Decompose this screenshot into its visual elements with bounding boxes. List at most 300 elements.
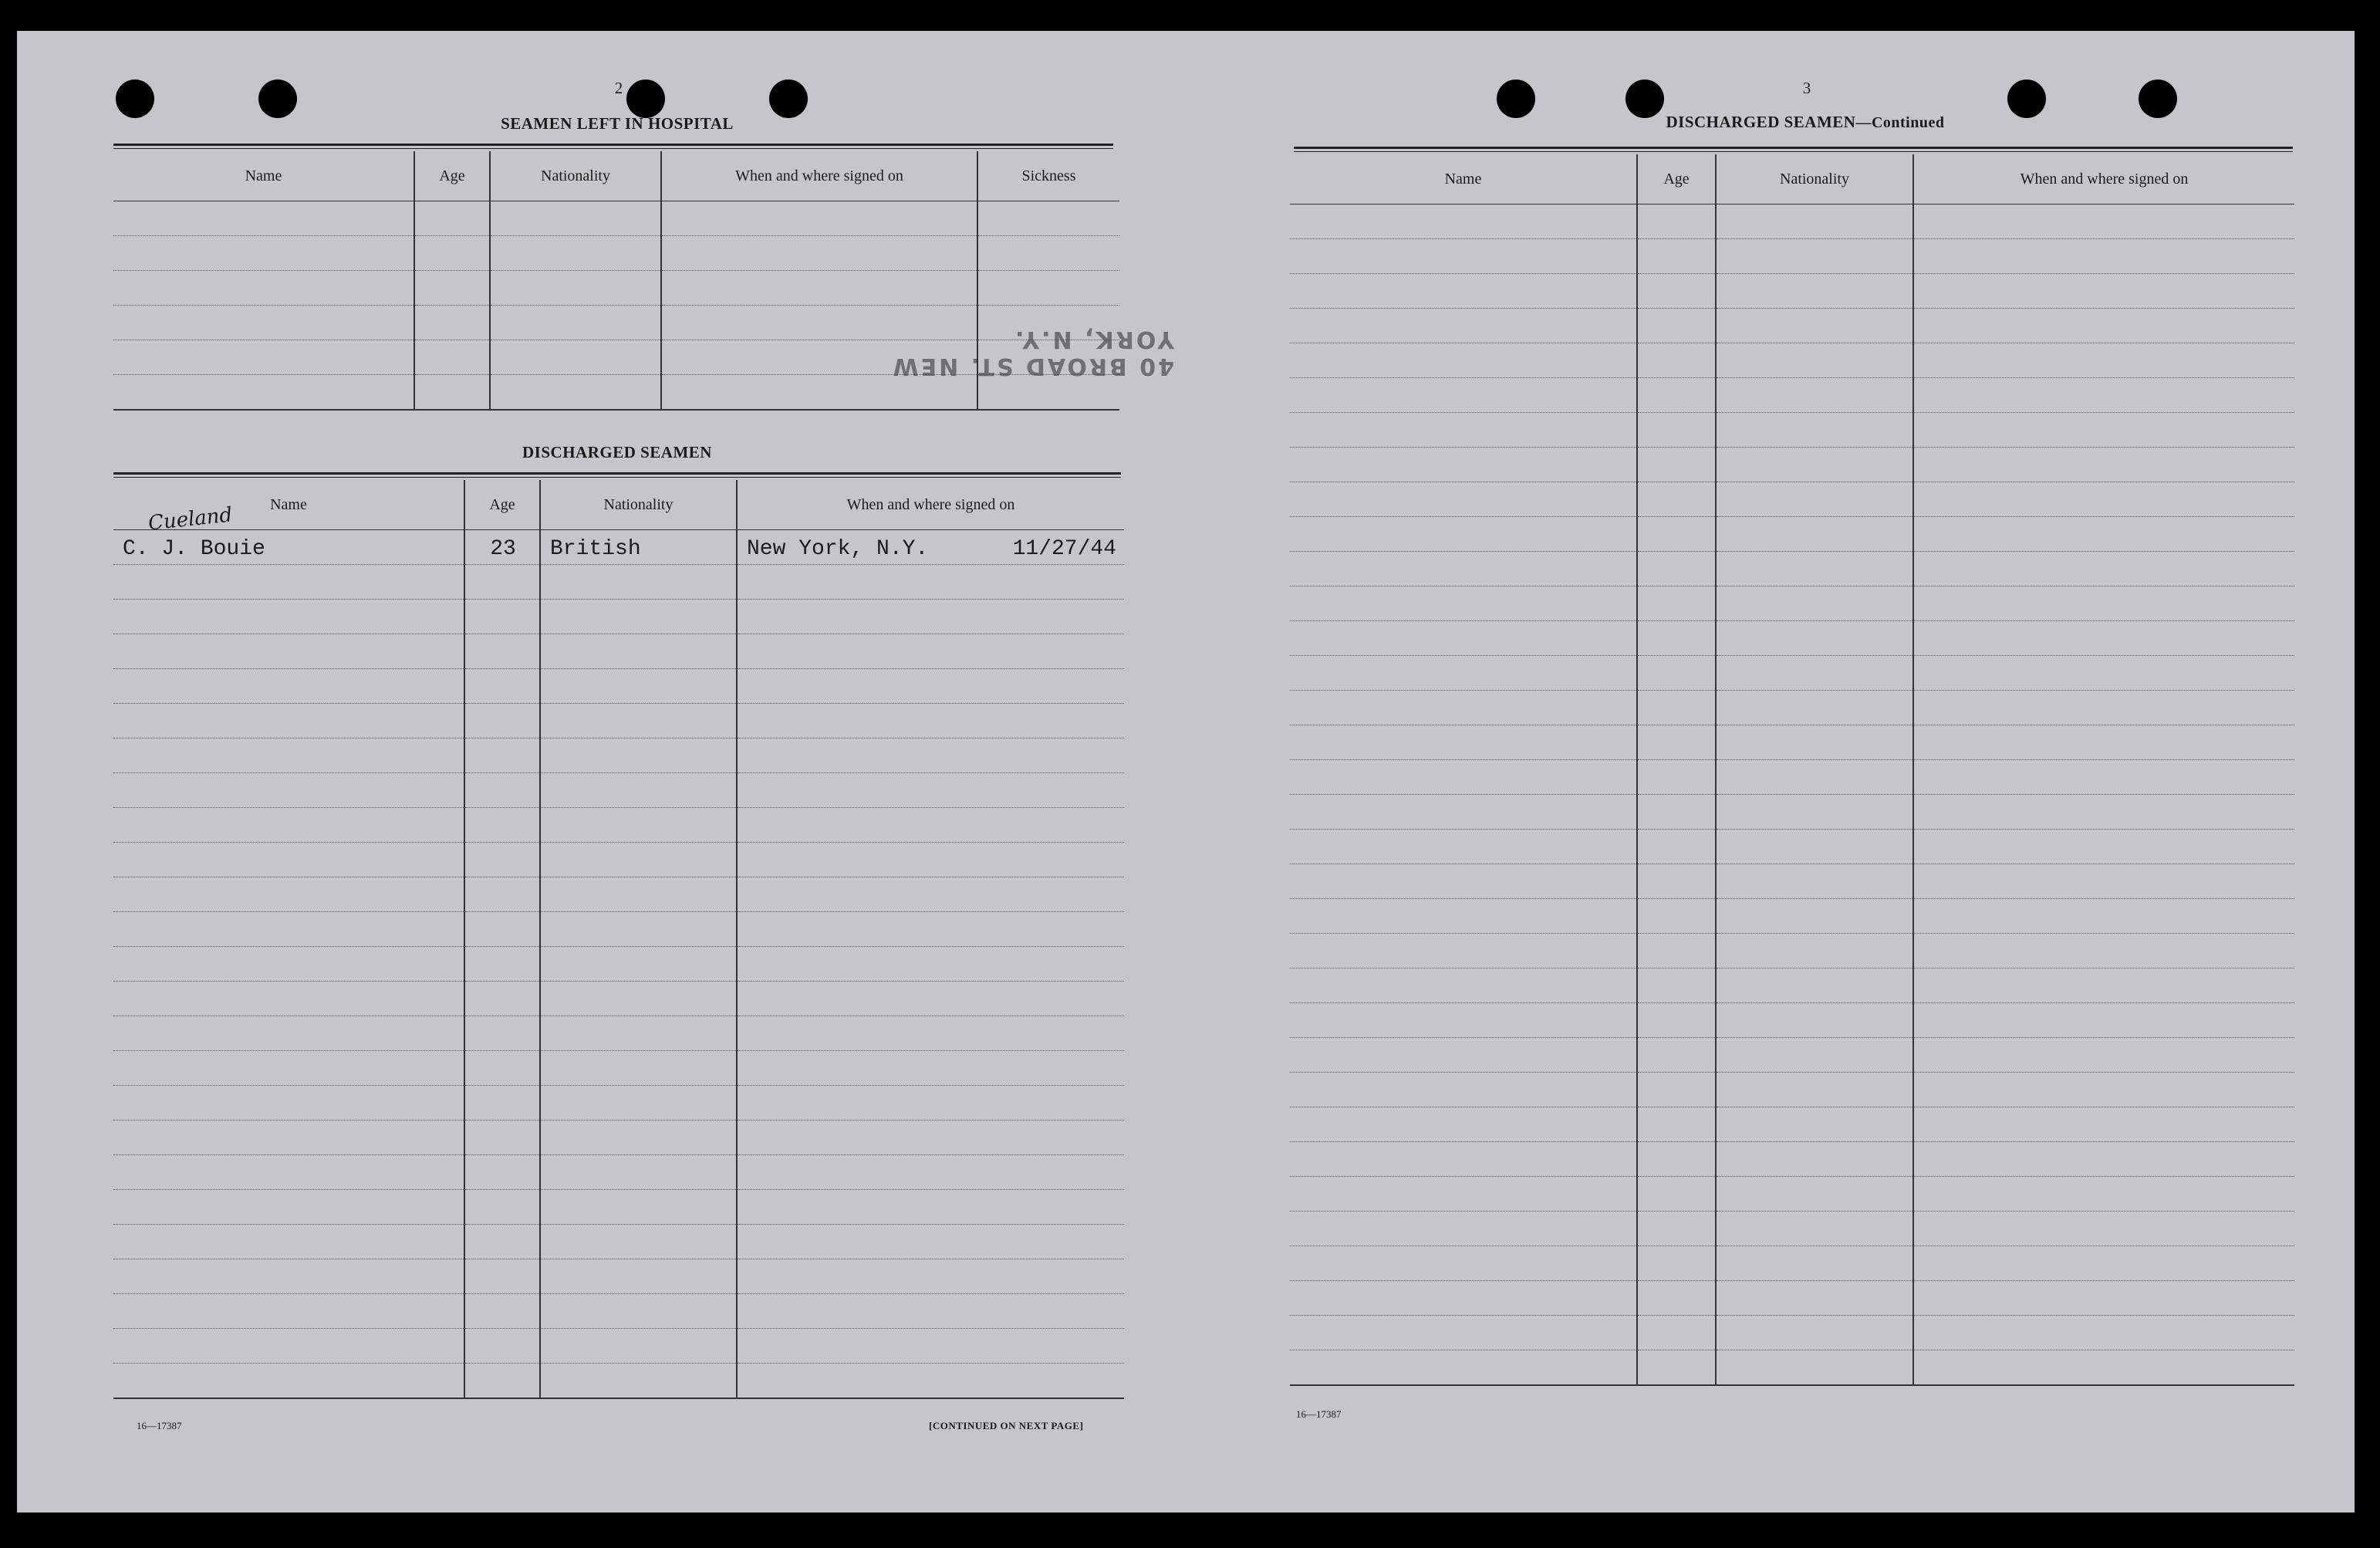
empty-cell — [414, 236, 490, 271]
empty-cell — [1637, 934, 1716, 968]
empty-cell — [1637, 725, 1716, 760]
table-row — [1290, 378, 2294, 413]
empty-cell — [490, 306, 661, 340]
empty-cell — [1290, 1281, 1637, 1316]
empty-cell — [464, 1155, 540, 1190]
empty-cell — [737, 600, 1124, 634]
page-number: 2 — [614, 79, 623, 97]
empty-cell — [1637, 448, 1716, 482]
table-row — [113, 1016, 1124, 1051]
empty-cell — [1637, 1281, 1716, 1316]
empty-cell — [113, 634, 464, 669]
empty-cell — [113, 340, 414, 375]
table-row — [113, 565, 1124, 600]
nationality-cell — [540, 530, 737, 565]
table-row — [113, 808, 1124, 843]
empty-cell — [1290, 760, 1637, 795]
table-row — [1290, 1350, 2294, 1386]
empty-cell — [1637, 968, 1716, 1003]
empty-cell — [737, 704, 1124, 739]
empty-cell — [1637, 309, 1716, 343]
empty-cell — [464, 1016, 540, 1051]
table-row — [1290, 899, 2294, 934]
empty-cell — [414, 201, 490, 236]
empty-cell — [1913, 1212, 2294, 1246]
table-row — [1290, 448, 2294, 482]
empty-cell — [737, 773, 1124, 808]
empty-cell — [1913, 1177, 2294, 1212]
empty-cell — [464, 1051, 540, 1086]
empty-cell — [1913, 1350, 2294, 1386]
empty-cell — [1913, 586, 2294, 621]
table-row — [1290, 691, 2294, 725]
header-rule — [113, 144, 1113, 149]
empty-cell — [1637, 899, 1716, 934]
empty-cell — [1637, 586, 1716, 621]
empty-cell — [414, 306, 490, 340]
table-row — [1290, 1073, 2294, 1107]
empty-cell — [113, 982, 464, 1016]
empty-cell — [490, 236, 661, 271]
empty-cell — [540, 947, 737, 982]
signed-on-place: New York, N.Y. — [747, 537, 929, 561]
empty-cell — [1913, 830, 2294, 864]
empty-cell — [1913, 1246, 2294, 1281]
empty-cell — [737, 843, 1124, 877]
empty-cell — [977, 236, 1119, 271]
empty-cell — [1290, 1316, 1637, 1350]
empty-cell — [540, 808, 737, 843]
empty-cell — [1290, 795, 1637, 830]
table-row — [1290, 968, 2294, 1003]
empty-cell — [1716, 1212, 1913, 1246]
empty-cell — [464, 704, 540, 739]
empty-cell — [1290, 204, 1637, 239]
empty-cell — [490, 340, 661, 375]
empty-cell — [1716, 1038, 1913, 1073]
table-row — [113, 704, 1124, 739]
empty-cell — [113, 843, 464, 877]
empty-cell — [1913, 413, 2294, 448]
empty-cell — [1290, 899, 1637, 934]
empty-cell — [1637, 1212, 1716, 1246]
empty-cell — [1290, 1038, 1637, 1073]
table-row — [113, 236, 1119, 271]
empty-cell — [1290, 830, 1637, 864]
table-row — [113, 201, 1119, 236]
empty-cell — [1290, 1246, 1637, 1281]
seaman-name: C. J. Bouie — [123, 537, 265, 561]
empty-cell — [113, 947, 464, 982]
empty-cell — [1716, 621, 1913, 656]
empty-cell — [737, 1086, 1124, 1120]
empty-cell — [113, 1259, 464, 1294]
empty-cell — [1290, 968, 1637, 1003]
empty-cell — [464, 634, 540, 669]
form-number: 16—17387 — [1296, 1408, 1342, 1420]
col-header-age: Age — [464, 480, 540, 530]
empty-cell — [1716, 586, 1913, 621]
table-row — [113, 1086, 1124, 1120]
header-rule — [113, 472, 1121, 478]
empty-cell — [1716, 413, 1913, 448]
table-row — [1290, 725, 2294, 760]
empty-cell — [1716, 1107, 1913, 1142]
empty-cell — [1290, 934, 1637, 968]
empty-cell — [661, 236, 977, 271]
empty-cell — [737, 634, 1124, 669]
empty-cell — [113, 306, 414, 340]
empty-cell — [540, 1329, 737, 1364]
empty-cell — [661, 271, 977, 306]
empty-cell — [1913, 378, 2294, 413]
col-header-name: Name — [113, 151, 414, 201]
col-header-signed-on: When and where signed on — [1913, 154, 2294, 204]
table-row — [113, 843, 1124, 877]
empty-cell — [113, 236, 414, 271]
empty-cell — [1716, 1142, 1913, 1177]
empty-cell — [1913, 1038, 2294, 1073]
empty-cell — [1913, 656, 2294, 691]
seaman-age: 23 — [490, 537, 516, 561]
table-row — [113, 1329, 1124, 1364]
empty-cell — [661, 375, 977, 411]
empty-cell — [1290, 725, 1637, 760]
handwritten-annotation: Cueland — [147, 503, 234, 536]
empty-cell — [540, 773, 737, 808]
empty-cell — [1913, 204, 2294, 239]
empty-cell — [1716, 517, 1913, 552]
empty-cell — [737, 1294, 1124, 1329]
empty-cell — [540, 704, 737, 739]
left-page — [17, 31, 1174, 1513]
empty-cell — [1290, 586, 1637, 621]
empty-cell — [1913, 864, 2294, 899]
empty-cell — [1290, 656, 1637, 691]
empty-cell — [113, 201, 414, 236]
empty-cell — [1913, 899, 2294, 934]
table-row — [1290, 656, 2294, 691]
empty-cell — [113, 1016, 464, 1051]
empty-cell — [1716, 864, 1913, 899]
empty-cell — [977, 375, 1119, 411]
empty-cell — [1913, 691, 2294, 725]
empty-cell — [1637, 1246, 1716, 1281]
age-cell — [464, 530, 540, 565]
empty-cell — [464, 1086, 540, 1120]
empty-cell — [464, 1259, 540, 1294]
empty-cell — [737, 1051, 1124, 1086]
empty-cell — [464, 1294, 540, 1329]
table-row — [113, 1155, 1124, 1190]
col-header-sickness: Sickness — [977, 151, 1119, 201]
empty-cell — [1913, 760, 2294, 795]
empty-cell — [1290, 309, 1637, 343]
empty-cell — [661, 201, 977, 236]
empty-cell — [113, 704, 464, 739]
empty-cell — [1637, 1073, 1716, 1107]
empty-cell — [1290, 1177, 1637, 1212]
table-row — [1290, 621, 2294, 656]
table-row — [1290, 1281, 2294, 1316]
header-rule — [1294, 147, 2293, 152]
table-row — [1290, 517, 2294, 552]
table-row — [1290, 552, 2294, 586]
empty-cell — [464, 565, 540, 600]
empty-cell — [1913, 1073, 2294, 1107]
empty-cell — [1637, 1142, 1716, 1177]
table-row — [113, 530, 1124, 565]
empty-cell — [737, 565, 1124, 600]
table-row — [1290, 830, 2294, 864]
empty-cell — [1913, 1142, 2294, 1177]
empty-cell — [540, 565, 737, 600]
empty-cell — [737, 1155, 1124, 1190]
empty-cell — [1637, 274, 1716, 309]
empty-cell — [113, 1190, 464, 1225]
empty-cell — [464, 1364, 540, 1399]
table-row — [1290, 586, 2294, 621]
empty-cell — [1913, 274, 2294, 309]
col-header-nationality: Nationality — [1716, 154, 1913, 204]
empty-cell — [113, 375, 414, 411]
col-header-signed-on: When and where signed on — [737, 480, 1124, 530]
table-row — [1290, 1003, 2294, 1038]
empty-cell — [737, 1016, 1124, 1051]
empty-cell — [540, 1016, 737, 1051]
empty-cell — [464, 912, 540, 947]
empty-cell — [1637, 239, 1716, 274]
table-row — [113, 669, 1124, 704]
empty-cell — [1716, 899, 1913, 934]
empty-cell — [1716, 204, 1913, 239]
empty-cell — [1913, 482, 2294, 517]
table-row — [1290, 1212, 2294, 1246]
empty-cell — [113, 773, 464, 808]
col-header-nationality: Nationality — [490, 151, 661, 201]
empty-cell — [737, 877, 1124, 912]
empty-cell — [1716, 1073, 1913, 1107]
empty-cell — [1637, 1038, 1716, 1073]
empty-cell — [737, 912, 1124, 947]
empty-cell — [1716, 482, 1913, 517]
table-row — [1290, 343, 2294, 378]
empty-cell — [540, 877, 737, 912]
empty-cell — [737, 1225, 1124, 1259]
table-row — [1290, 795, 2294, 830]
empty-cell — [737, 669, 1124, 704]
empty-cell — [977, 201, 1119, 236]
empty-cell — [1716, 448, 1913, 482]
empty-cell — [1290, 1003, 1637, 1038]
empty-cell — [1913, 1107, 2294, 1142]
empty-cell — [464, 982, 540, 1016]
empty-cell — [464, 1120, 540, 1155]
empty-cell — [1913, 517, 2294, 552]
empty-cell — [113, 912, 464, 947]
table-row — [1290, 274, 2294, 309]
empty-cell — [540, 1225, 737, 1259]
empty-cell — [464, 843, 540, 877]
empty-cell — [977, 271, 1119, 306]
empty-cell — [1913, 239, 2294, 274]
col-header-nationality: Nationality — [540, 480, 737, 530]
empty-cell — [1637, 1107, 1716, 1142]
empty-cell — [1913, 725, 2294, 760]
empty-cell — [737, 808, 1124, 843]
empty-cell — [113, 1155, 464, 1190]
empty-cell — [1290, 239, 1637, 274]
empty-cell — [464, 600, 540, 634]
empty-cell — [1913, 1316, 2294, 1350]
table-row — [113, 1190, 1124, 1225]
empty-cell — [1913, 552, 2294, 586]
empty-cell — [113, 1051, 464, 1086]
table-row — [113, 1120, 1124, 1155]
empty-cell — [113, 1364, 464, 1399]
empty-cell — [464, 877, 540, 912]
empty-cell — [464, 1329, 540, 1364]
empty-cell — [1290, 864, 1637, 899]
empty-cell — [1913, 1281, 2294, 1316]
empty-cell — [1637, 552, 1716, 586]
empty-cell — [1716, 795, 1913, 830]
empty-cell — [540, 843, 737, 877]
table-row — [1290, 1038, 2294, 1073]
right-page — [1205, 31, 2355, 1513]
empty-cell — [1716, 378, 1913, 413]
empty-cell — [1637, 517, 1716, 552]
empty-cell — [113, 669, 464, 704]
empty-cell — [1716, 1316, 1913, 1350]
empty-cell — [113, 739, 464, 773]
empty-cell — [1290, 1073, 1637, 1107]
col-header-name: Name — [1290, 154, 1637, 204]
empty-cell — [737, 1329, 1124, 1364]
empty-cell — [1637, 1316, 1716, 1350]
empty-cell — [1290, 691, 1637, 725]
empty-cell — [1290, 482, 1637, 517]
empty-cell — [1716, 968, 1913, 1003]
discharged-continued-table — [1290, 154, 2294, 1386]
empty-cell — [1913, 795, 2294, 830]
empty-cell — [540, 1294, 737, 1329]
empty-cell — [113, 1086, 464, 1120]
signed-on-cell — [737, 530, 1124, 565]
empty-cell — [540, 739, 737, 773]
table-row — [113, 271, 1119, 306]
table-row — [1290, 482, 2294, 517]
empty-cell — [1716, 656, 1913, 691]
col-header-age: Age — [414, 151, 490, 201]
empty-cell — [737, 1190, 1124, 1225]
title-suffix: —Continued — [1855, 114, 1945, 131]
empty-cell — [1290, 448, 1637, 482]
table-row — [1290, 309, 2294, 343]
empty-cell — [464, 808, 540, 843]
table-row — [113, 1294, 1124, 1329]
empty-cell — [113, 877, 464, 912]
empty-cell — [1913, 448, 2294, 482]
discharged-title: DISCHARGED SEAMEN — [522, 443, 712, 461]
table-row — [1290, 413, 2294, 448]
table-row — [113, 634, 1124, 669]
name-cell — [113, 530, 464, 565]
table-row — [113, 877, 1124, 912]
table-row — [1290, 760, 2294, 795]
col-header-signed-on: When and where signed on — [661, 151, 977, 201]
empty-cell — [1716, 309, 1913, 343]
empty-cell — [1637, 656, 1716, 691]
empty-cell — [113, 271, 414, 306]
empty-cell — [1716, 343, 1913, 378]
empty-cell — [1716, 1281, 1913, 1316]
table-row — [113, 947, 1124, 982]
empty-cell — [737, 982, 1124, 1016]
empty-cell — [1637, 343, 1716, 378]
col-header-name: Name — [113, 480, 464, 530]
empty-cell — [1716, 691, 1913, 725]
empty-cell — [1290, 274, 1637, 309]
table-row — [1290, 934, 2294, 968]
empty-cell — [1637, 482, 1716, 517]
customs-stamp: 40 BROAD ST. NEW YORK, N.Y. — [890, 326, 1174, 380]
empty-cell — [1290, 413, 1637, 448]
empty-cell — [1637, 691, 1716, 725]
empty-cell — [1290, 1212, 1637, 1246]
empty-cell — [737, 947, 1124, 982]
empty-cell — [1290, 517, 1637, 552]
empty-cell — [1913, 1003, 2294, 1038]
table-row — [1290, 1142, 2294, 1177]
empty-cell — [1637, 621, 1716, 656]
empty-cell — [1637, 760, 1716, 795]
empty-cell — [540, 1120, 737, 1155]
empty-cell — [1290, 1350, 1637, 1386]
empty-cell — [1716, 1177, 1913, 1212]
empty-cell — [113, 565, 464, 600]
empty-cell — [464, 1225, 540, 1259]
empty-cell — [1637, 1177, 1716, 1212]
empty-cell — [1637, 795, 1716, 830]
empty-cell — [1913, 934, 2294, 968]
manifest-sheet — [17, 31, 2355, 1513]
empty-cell — [540, 634, 737, 669]
empty-cell — [464, 773, 540, 808]
hospital-title: SEAMEN LEFT IN HOSPITAL — [501, 114, 734, 133]
empty-cell — [1716, 552, 1913, 586]
empty-cell — [1637, 830, 1716, 864]
empty-cell — [540, 912, 737, 947]
empty-cell — [464, 947, 540, 982]
table-row — [1290, 1107, 2294, 1142]
table-row — [113, 1364, 1124, 1399]
table-row — [113, 739, 1124, 773]
empty-cell — [1913, 309, 2294, 343]
empty-cell — [1637, 204, 1716, 239]
empty-cell — [490, 375, 661, 411]
empty-cell — [540, 1086, 737, 1120]
empty-cell — [1716, 760, 1913, 795]
table-row — [1290, 239, 2294, 274]
empty-cell — [414, 271, 490, 306]
table-row — [113, 912, 1124, 947]
empty-cell — [113, 1294, 464, 1329]
empty-cell — [737, 739, 1124, 773]
discharged-table — [113, 480, 1124, 1399]
empty-cell — [1913, 343, 2294, 378]
empty-cell — [1637, 378, 1716, 413]
